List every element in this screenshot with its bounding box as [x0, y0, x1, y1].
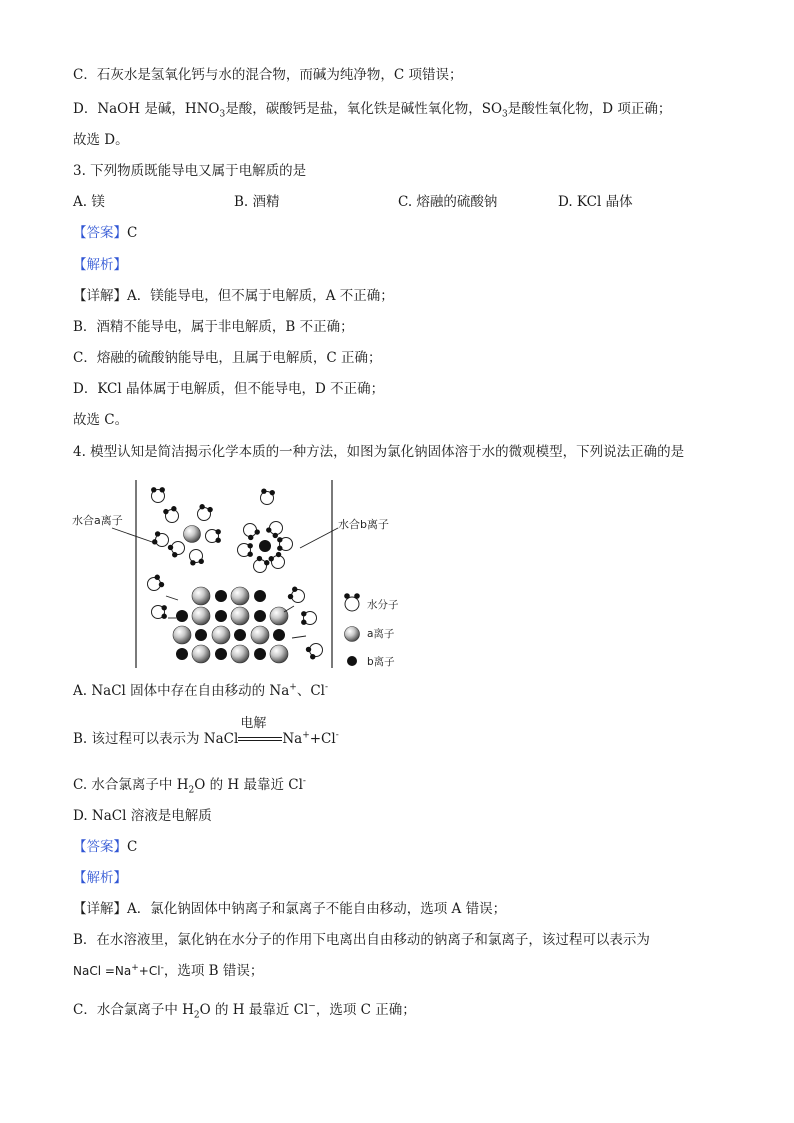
q4-analysis-tag: 【解析】 — [73, 870, 127, 886]
a-ion — [192, 587, 210, 605]
b-ion — [273, 629, 285, 641]
detail-tag: 【详解】 — [73, 288, 127, 304]
a-ion — [231, 587, 249, 605]
superscript: - — [335, 730, 339, 741]
hydrogen-atom — [199, 504, 204, 509]
q2-conclusion: 故选 D。 — [73, 132, 129, 148]
hydrogen-atom — [171, 506, 176, 511]
water-molecule — [270, 522, 283, 535]
q3-option-a: A. 镁 — [73, 194, 105, 210]
hydrogen-atom — [151, 487, 156, 492]
hydrogen-atom — [163, 509, 168, 514]
b-ion — [254, 590, 266, 602]
superscript: + — [131, 963, 139, 973]
a-ion — [184, 526, 201, 543]
detail-tag: 【详解】 — [73, 901, 127, 917]
superscript: + — [302, 730, 310, 741]
q3-answer — [73, 224, 137, 242]
detail-text: O 的 H 最靠近 Cl — [199, 1002, 309, 1018]
label-hydrated-a-ion: 水合a离子 — [72, 514, 123, 527]
b-ion — [234, 629, 246, 641]
option-text: 、Cl — [296, 683, 325, 699]
hydrogen-atom — [277, 546, 282, 551]
detail-text: ，选项 C 正确； — [315, 1002, 416, 1018]
hydrogen-atom — [159, 582, 164, 587]
beaker-outline — [136, 480, 332, 668]
hydrogen-atom — [247, 552, 252, 557]
equation-text: NaCl =Na — [73, 964, 132, 978]
q3-detail-b: B．酒精不能导电，属于非电解质，B 不正确； — [73, 319, 354, 335]
b-ion — [215, 648, 227, 660]
particle-layer — [148, 487, 323, 663]
legend-water-molecule-icon — [345, 597, 359, 611]
q3-question: 3. 下列物质既能导电又属于电解质的是 — [73, 163, 307, 179]
answer-value: C — [127, 839, 138, 855]
arrow-line — [292, 636, 306, 638]
b-ion — [254, 648, 266, 660]
hydrogen-atom — [261, 488, 266, 493]
q3-detail-d: D．KCl 晶体属于电解质，但不能导电，D 不正确； — [73, 381, 385, 397]
arrow-line — [166, 596, 178, 600]
arrow-line — [284, 606, 294, 612]
equation-text: +Cl — [138, 964, 161, 978]
subscript: 2 — [193, 1010, 200, 1021]
condition-label: 电解 — [240, 716, 267, 731]
hydrogen-atom — [306, 647, 311, 652]
superscript: + — [289, 682, 297, 693]
hydrogen-atom — [266, 527, 271, 532]
hydrogen-atom — [199, 559, 204, 564]
legend-water: 水分子 — [367, 599, 399, 611]
q3-option-c: C. 熔融的硫酸钠 — [398, 194, 498, 210]
hydrogen-atom — [215, 538, 220, 543]
hydrogen-atom — [301, 620, 306, 625]
hydrogen-atom — [207, 507, 212, 512]
subscript: 3 — [502, 109, 508, 120]
a-ion — [251, 626, 269, 644]
a-ion — [270, 645, 288, 663]
q4-detail-c — [73, 1001, 416, 1019]
hydrogen-atom — [215, 529, 220, 534]
answer-value: C — [127, 225, 138, 241]
option-text: +Cl — [309, 731, 336, 747]
superscript: − — [308, 1001, 316, 1012]
q2-detail-d-text: D．NaOH 是碱，HNO — [73, 101, 220, 117]
a-ion — [212, 626, 230, 644]
hydrogen-atom — [172, 552, 177, 557]
a-ion — [231, 607, 249, 625]
q4-option-c — [73, 776, 306, 794]
detail-text: C．水合氯离子中 H — [73, 1002, 194, 1018]
a-ion — [192, 607, 210, 625]
hydrogen-atom — [257, 556, 262, 561]
option-text: Na — [282, 731, 303, 747]
q2-detail-d-text: 是酸，碳酸钙是盐，氧化铁是碱性氧化物，SO — [225, 101, 503, 117]
hydrogen-atom — [273, 533, 278, 538]
a-ion — [173, 626, 191, 644]
b-ion — [176, 648, 188, 660]
superscript: - — [302, 776, 306, 787]
electrolysis-equals-sign — [238, 716, 282, 748]
hydrogen-atom — [269, 556, 274, 561]
hydrogen-atom — [190, 560, 195, 565]
detail-text: ，选项 B 错误； — [163, 963, 264, 979]
q4-option-d: D. NaCl 溶液是电解质 — [73, 808, 212, 824]
hydrogen-atom — [270, 490, 275, 495]
hydrogen-atom — [161, 605, 166, 610]
q3-detail-c: C．熔融的硫酸钠能导电，且属于电解质，C 正确； — [73, 350, 382, 366]
option-text: O 的 H 最靠近 Cl — [194, 777, 303, 793]
legend-b-ion-icon — [347, 656, 357, 666]
a-ion — [192, 645, 210, 663]
b-ion — [215, 610, 227, 622]
hydrogen-atom — [276, 552, 281, 557]
hydrogen-atom — [160, 487, 165, 492]
a-ion — [231, 645, 249, 663]
hydrogen-atom — [155, 531, 160, 536]
q4-detail-a — [73, 900, 506, 918]
hydrogen-atom — [255, 529, 260, 534]
water-molecule — [244, 524, 257, 537]
answer-tag: 【答案】 — [73, 225, 127, 241]
q4-detail-b-equation — [73, 962, 263, 980]
legend-b-ion: b离子 — [367, 656, 395, 668]
q4-option-a — [73, 682, 328, 700]
hydrogen-atom — [310, 654, 315, 659]
q3-analysis-tag: 【解析】 — [73, 257, 127, 273]
subscript: 3 — [219, 109, 226, 120]
q4-question: 4. 模型认知是简洁揭示化学本质的一种方法，如图为氯化钠固体溶于水的微观模型，下列说法正确的是 — [73, 444, 685, 460]
legend-a-ion: a离子 — [367, 628, 395, 640]
hydrogen-atom — [301, 611, 306, 616]
legend — [344, 593, 399, 668]
q4-detail-b: B．在水溶液里，氯化钠在水分子的作用下电离出自由移动的钠离子和氯离子，该过程可以表示为 — [73, 932, 650, 948]
b-ion — [259, 540, 271, 552]
superscript: - — [325, 682, 329, 693]
hydrogen-atom — [292, 587, 297, 592]
q3-option-d: D. KCl 晶体 — [558, 194, 633, 210]
q2-detail-d — [73, 100, 671, 118]
label-hydrated-b-ion: 水合b离子 — [338, 518, 389, 531]
nacl-dissolution-diagram — [70, 478, 430, 670]
pointer-line-left — [112, 528, 158, 544]
hydrogen-atom — [152, 539, 157, 544]
q4-option-b — [73, 716, 339, 748]
answer-tag: 【答案】 — [73, 839, 127, 855]
hydrogen-atom — [264, 560, 269, 565]
q4-answer — [73, 838, 137, 856]
hydrogen-atom — [288, 594, 293, 599]
hydrogen-atom — [248, 535, 253, 540]
detail-text: A．氯化钠固体中钠离子和氯离子不能自由移动，选项 A 错误； — [127, 901, 507, 917]
hydrogen-atom — [155, 575, 160, 580]
b-ion — [254, 610, 266, 622]
hydrogen-atom — [168, 545, 173, 550]
option-text: A. NaCl 固体中存在自由移动的 Na — [73, 683, 290, 699]
hydrogen-atom — [161, 614, 166, 619]
q2-detail-d-text: 是酸性氧化物，D 项正确； — [507, 101, 672, 117]
b-ion — [195, 629, 207, 641]
option-text: C. 水合氯离子中 H — [73, 777, 189, 793]
option-text: B. 该过程可以表示为 NaCl — [73, 731, 239, 747]
q3-conclusion: 故选 C。 — [73, 412, 129, 428]
subscript: 2 — [188, 785, 195, 796]
q3-option-b: B. 酒精 — [234, 194, 280, 210]
b-ion — [215, 590, 227, 602]
hydrogen-atom — [247, 543, 252, 548]
a-ion — [270, 607, 288, 625]
legend-a-ion-icon — [345, 627, 360, 642]
hydrogen-atom — [277, 537, 282, 542]
detail-text: A．镁能导电，但不属于电解质，A 不正确； — [127, 288, 394, 304]
b-ion — [176, 610, 188, 622]
q2-detail-c: C．石灰水是氢氧化钙与水的混合物，而碱为纯净物，C 项错误； — [73, 67, 463, 83]
q3-detail-a — [73, 287, 394, 305]
superscript: - — [160, 963, 164, 973]
